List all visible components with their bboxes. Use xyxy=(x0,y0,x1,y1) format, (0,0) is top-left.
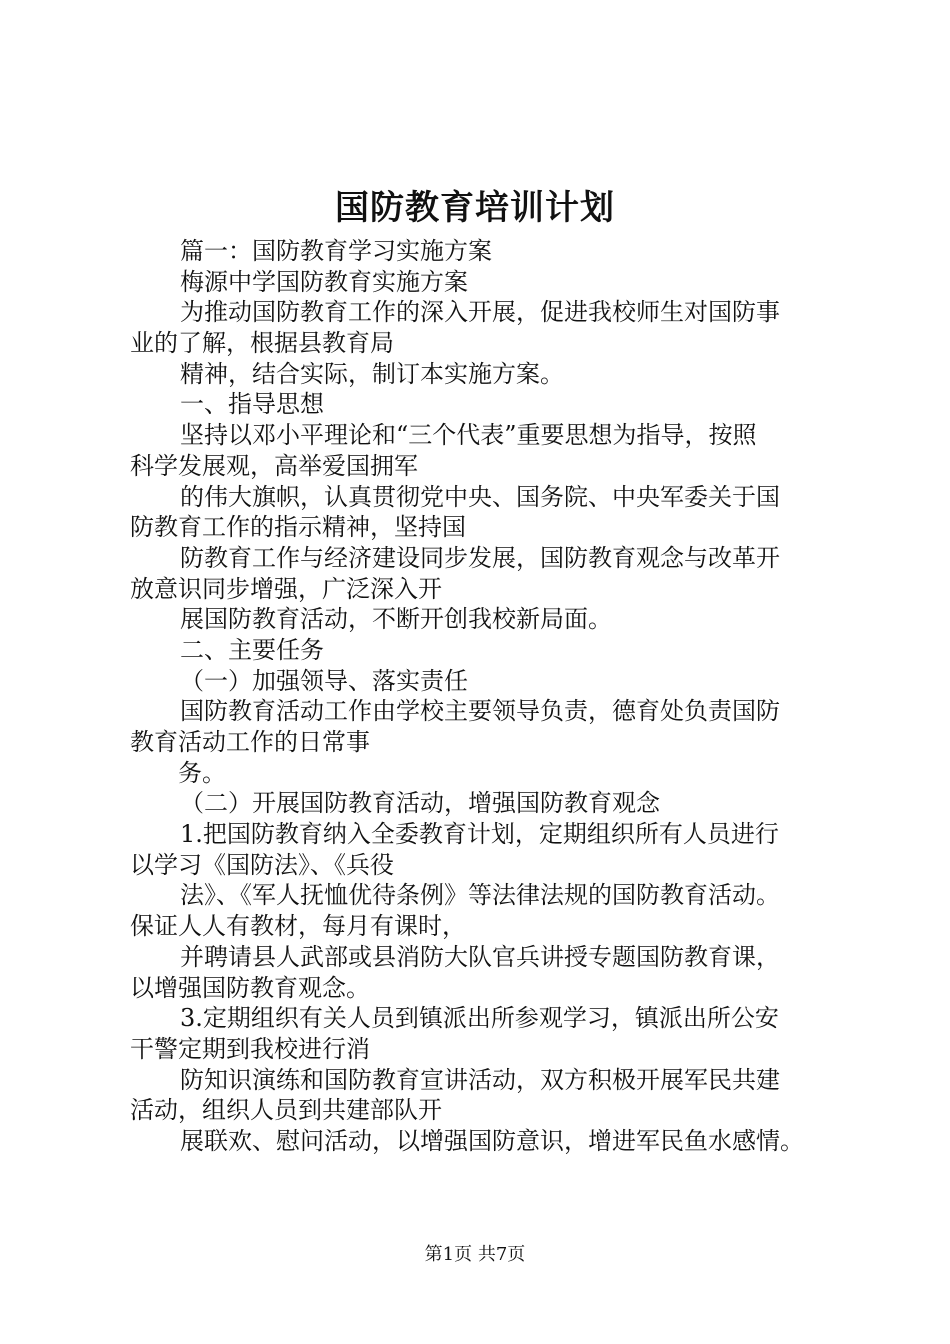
section-heading: 一、指导思想 xyxy=(180,390,324,419)
paragraph-line: 防教育工作与经济建设同步发展，国防教育观念与改革开 xyxy=(180,543,780,572)
paragraph-line: 为推动国防教育工作的深入开展，促进我校师生对国防事 xyxy=(180,298,780,327)
paragraph-line: 科学发展观，高举爱国拥军 xyxy=(130,451,418,480)
paragraph-line: 法》、《军人抚恤优待条例》等法律法规的国防教育活动。 xyxy=(180,881,780,910)
paragraph-line: 国防教育活动工作由学校主要领导负责，德育处负责国防 xyxy=(180,697,780,726)
paragraph-line: 展联欢、慰问活动，以增强国防意识，增进军民鱼水感情。 xyxy=(180,1126,804,1155)
paragraph-line: 务。 xyxy=(178,758,226,787)
subsection-heading: （二）开展国防教育活动，增强国防教育观念 xyxy=(180,789,660,818)
paragraph-line: 以增强国防教育观念。 xyxy=(130,973,370,1002)
paragraph-line: 1.把国防教育纳入全委教育计划，定期组织所有人员进行 xyxy=(180,820,779,849)
document-body xyxy=(130,236,850,1157)
paragraph-line: 放意识同步增强，广泛深入开 xyxy=(130,574,442,603)
paragraph-line: 防知识演练和国防教育宣讲活动，双方积极开展军民共建 xyxy=(180,1065,780,1094)
paragraph-line: 活动，组织人员到共建部队开 xyxy=(130,1096,442,1125)
paragraph-line: 防教育工作的指示精神，坚持国 xyxy=(130,513,466,542)
paragraph-line: 并聘请县人武部或县消防大队官兵讲授专题国防教育课， xyxy=(180,942,780,971)
paragraph-line: 教育活动工作的日常事 xyxy=(130,728,370,756)
paragraph-line: 的伟大旗帜，认真贯彻党中央、国务院、中央军委关于国 xyxy=(180,482,780,511)
paragraph-line: 保证人人有教材，每月有课时， xyxy=(130,912,466,941)
paragraph-line: 业的了解，根据县教育局 xyxy=(130,329,394,358)
paragraph-line: 展国防教育活动，不断开创我校新局面。 xyxy=(180,605,612,634)
paragraph-line: 精神，结合实际，制订本实施方案。 xyxy=(180,359,564,388)
paragraph-line: 干警定期到我校进行消 xyxy=(130,1034,370,1063)
document-title: 国防教育培训计划 xyxy=(335,188,615,228)
paragraph-line: 3.定期组织有关人员到镇派出所参观学习，镇派出所公安 xyxy=(180,1004,779,1033)
section-heading: 二、主要任务 xyxy=(180,635,324,664)
paragraph-line: 以学习《国防法》、《兵役 xyxy=(130,850,394,879)
page-number-footer: 第1页 共7页 xyxy=(424,1244,526,1265)
paragraph-line: 梅源中学国防教育实施方案 xyxy=(180,267,468,296)
paragraph-line: 坚持以邓小平理论和“三个代表”重要思想为指导，按照 xyxy=(180,421,757,450)
paragraph-line: 篇一：国防教育学习实施方案 xyxy=(180,237,492,265)
subsection-heading: （一）加强领导、落实责任 xyxy=(180,666,468,695)
